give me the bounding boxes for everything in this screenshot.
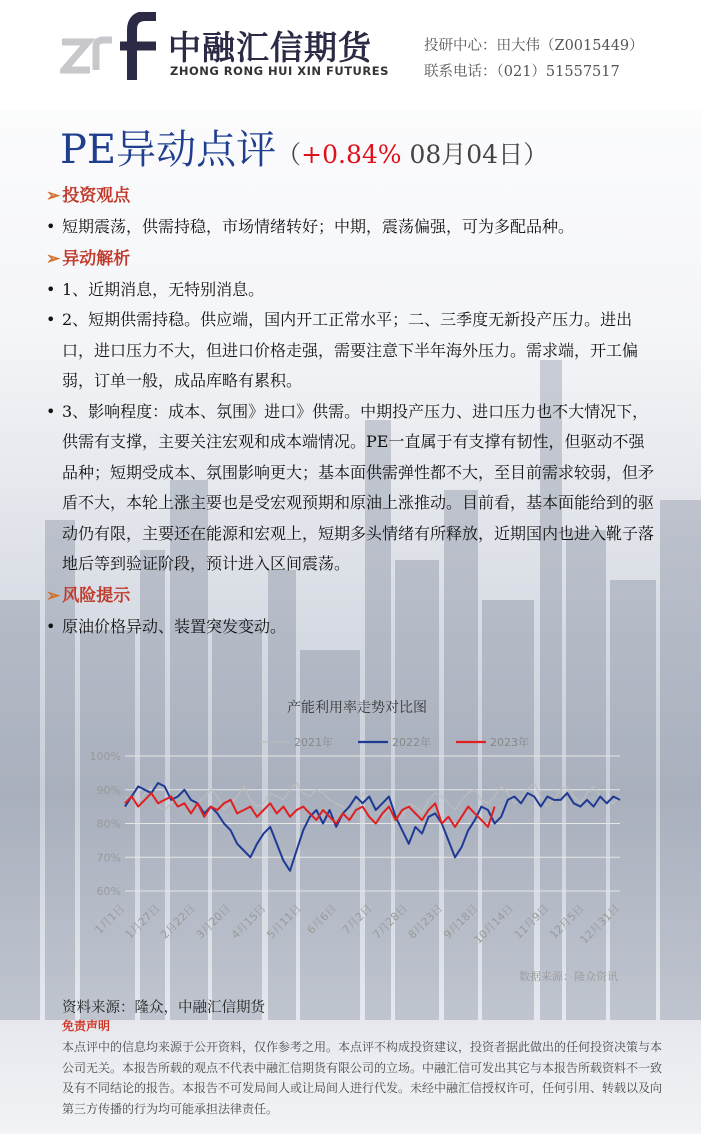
title-paren-open: （ <box>276 140 302 169</box>
report-header <box>0 0 701 110</box>
legend-label: 2021年 <box>294 736 333 749</box>
section-view-title: ➢ 投资观点 <box>46 186 131 206</box>
contact-info <box>424 33 644 85</box>
list-item: • 1、近期消息，无特别消息。 <box>46 279 265 299</box>
company-name-cn: 中融汇信期货 <box>168 28 372 67</box>
x-tick-label: 1月27日 <box>122 901 163 942</box>
x-tick-label: 7月2日 <box>339 901 375 937</box>
legend-label: 2022年 <box>392 736 431 749</box>
legend-label: 2023年 <box>490 736 529 749</box>
report-date: 08月04日） <box>401 140 549 169</box>
chart-title: 产能利用率走势对比图 <box>287 700 427 716</box>
report-body <box>46 180 658 642</box>
x-tick-label: 12月5日 <box>547 901 587 942</box>
x-tick-label: 3月20日 <box>193 901 234 942</box>
list-item: • 2、短期供需持稳。供应端，国内开工正常水平；二、三季度无新投产压力。进出口，进口压力不大，但进口价格走强，需要注意下半年海外压力。需求端，开工偏弱，订单一般，成品库略有累积。 <box>46 310 639 390</box>
section-risk-title: ➢ 风险提示 <box>46 585 131 606</box>
company-logo <box>60 12 160 82</box>
y-tick-label: 100% <box>89 750 121 763</box>
company-name-en: ZHONG RONG HUI XIN FUTURES <box>170 64 389 78</box>
disclaimer-text: 本点评中的信息均来源于公开资料，仅作参考之用。本点评不构成投资建议，投资者据此做出的任何投资决策与本公司无关。本报告所载的观点不代表中融汇信期货有限公司的立场。中融汇信可发出其它与本报告所载资料不一致及有不同结论的报告。本报告不可发局间人或让局间人进行代发。未经中融汇信授权许可，任何引用、转载以及向第三方传播的行为均可能承担法律责任。 <box>62 1040 663 1116</box>
arrow-right-icon: ➢ <box>46 585 61 606</box>
list-item: • 短期震荡，供需持稳，市场情绪转好；中期，震荡偏强，可为多配品种。 <box>46 217 575 236</box>
section-analysis-title: ➢ 异动解析 <box>46 248 131 269</box>
list-item: • 3、影响程度：成本、氛围》进口》供需。中期投产压力、进口压力也不大情况下，供需有支撑，主要关注宏观和成本端情况。PE一直属于有支撑有韧性，但驱动不强品种；短期受成本、氛围影响更大；基本面供需弹性都不大，至目前需求较弱，但矛盾不大，本轮上涨主要也是受宏观预期和原油上涨推动。目前看，基本面能给到的驱动仍有限，主要还在能源和宏观上，短期多头情绪有所释放，近期国内也进入靴子落地后等到验证阶段，预计进入区间震荡。 <box>46 401 655 573</box>
x-tick-label: 4月15日 <box>228 901 269 942</box>
x-tick-label: 12月31日 <box>577 901 623 947</box>
price-change: +0.84% <box>301 140 402 169</box>
x-tick-label: 11月9日 <box>511 901 552 942</box>
disclaimer-title: 免责声明 <box>62 1019 111 1033</box>
series-line <box>125 793 495 827</box>
capacity-utilization-chart <box>70 688 645 988</box>
x-tick-label: 1月1日 <box>92 901 128 937</box>
x-tick-label: 9月18日 <box>441 901 481 942</box>
phone-line: 联系电话：（021）51557517 <box>424 64 620 80</box>
list-item: • 原油价格异动、装置突发变动。 <box>46 616 287 636</box>
y-tick-label: 70% <box>96 851 121 865</box>
x-tick-label: 7月28日 <box>370 901 410 942</box>
x-tick-label: 6月6日 <box>304 901 340 937</box>
chart-canvas <box>70 688 645 988</box>
chart-source-note: 数据来源：隆众资讯 <box>519 970 618 983</box>
source-note: 资料来源：隆众，中融汇信期货 <box>62 1000 265 1016</box>
y-tick-label: 60% <box>96 885 121 898</box>
x-tick-label: 8月23日 <box>405 901 446 942</box>
report-title <box>60 118 548 175</box>
arrow-right-icon: ➢ <box>46 186 61 206</box>
arrow-right-icon: ➢ <box>46 248 61 269</box>
y-tick-label: 80% <box>96 817 121 831</box>
analyst-line: 投研中心：田大伟（Z0015449） <box>424 38 644 54</box>
x-tick-label: 10月14日 <box>471 901 517 947</box>
x-tick-label: 5月11日 <box>264 901 304 942</box>
title-main: PE异动点评 <box>60 127 277 173</box>
x-tick-label: 2月22日 <box>158 901 198 942</box>
y-tick-label: 90% <box>96 783 121 797</box>
